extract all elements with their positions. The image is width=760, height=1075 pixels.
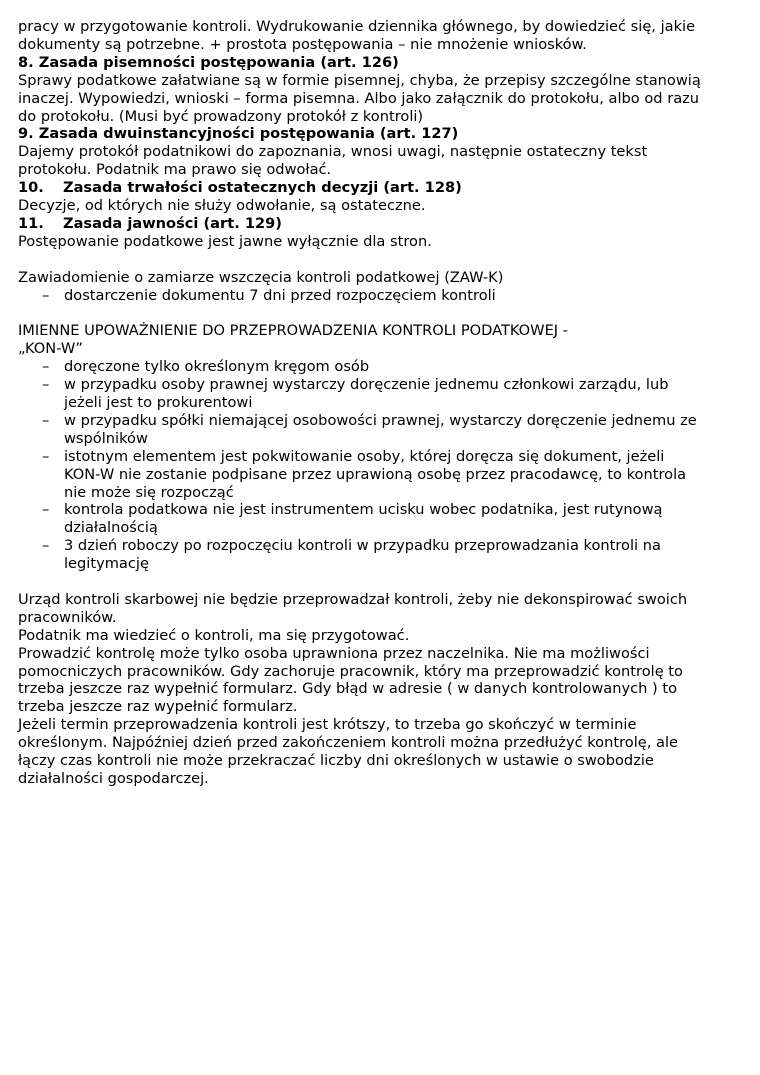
text-line: do protokołu. (Musi być prowadzony protokół z kontroli) [18,107,424,125]
list-item-line: jeżeli jest to prokurentowi [64,394,253,411]
list-item [18,376,742,412]
section-10-body [18,197,742,215]
text-line: Postępowanie podatkowe jest jawne wyłącznie dla stron. [18,232,432,250]
text-line: Sprawy podatkowe załatwiane są w formie pisemnej, chyba, że przepisy szczególne stanowią [18,71,701,89]
list-item-line: w przypadku osoby prawnej wystarczy doręczenie jednemu członkowi zarządu, lub [64,376,669,394]
list-item-line: legitymację [64,555,149,573]
intro-paragraph [18,18,742,54]
section-10-number: 10. [18,179,44,197]
list-item [18,412,742,448]
document-page [18,18,742,788]
text-line: Urząd kontroli skarbowej nie będzie przeprowadzał kontroli, żeby nie dekonspirować swoich [18,590,688,608]
list-item-line: wspólników [64,429,148,447]
text-line: Dajemy protokół podatnikowi do zapoznania, wnosi uwagi, następnie ostateczny tekst [18,143,648,161]
section-8-heading: 8. Zasada pisemności postępowania (art. 126) [18,53,399,71]
dash-bullet-icon: – [42,376,50,394]
list-item-line: KON-W nie zostanie podpisane przez uprawioną osobę przez pracodawcę, to kontrola [64,465,687,483]
konw-title-line: IMIENNE UPOWAŻNIENIE DO PRZEPROWADZENIA KONTROLI PODATKOWEJ - [18,322,569,340]
text-line: Jeżeli termin przeprowadzenia kontroli jest krótszy, to trzeba go skończyć w terminie [18,716,637,734]
dash-bullet-icon: – [42,286,50,304]
blank-line [18,251,742,269]
list-item-line: kontrola podatkowa nie jest instrumentem ucisku wobec podatnika, jest rutynową [64,501,663,519]
text-line: Prowadzić kontrolę może tylko osoba uprawniona przez naczelnika. Nie ma możliwości [18,644,650,662]
dash-bullet-icon: – [42,447,50,465]
section-8-body [18,72,742,126]
list-item-line: działalnością [64,519,158,537]
dash-bullet-icon: – [42,411,50,429]
section-11-body [18,233,742,251]
text-line: działalności gospodarczej. [18,770,209,788]
list-item [18,537,742,573]
text-line: dokumenty są potrzebne. + prostota postępowania – nie mnożenie wniosków. [18,35,587,53]
list-item-line: dostarczenie dokumentu 7 dni przed rozpoczęciem kontroli [64,286,496,304]
blank-line [18,304,742,322]
section-10-heading [18,179,742,197]
zawk-title: Zawiadomienie o zamiarze wszczęcia kontroli podatkowej (ZAW-K) [18,268,504,286]
text-line: Decyzje, od których nie służy odwołanie, są ostateczne. [18,197,426,215]
blank-line [18,573,742,591]
section-11-title: Zasada jawności (art. 129) [63,214,282,232]
text-line: pracowników. [18,608,117,626]
text-line: pracy w przygotowanie kontroli. Wydrukowanie dziennika głównego, by dowiedzieć się, jakie [18,18,696,35]
section-11-heading [18,215,742,233]
text-line: określonym. Najpóźniej dzień przed zakończeniem kontroli można przedłużyć kontrolę, ale [18,734,678,752]
dash-bullet-icon: – [42,501,50,519]
closing-paragraphs [18,591,742,788]
text-line: trzeba jeszcze raz wypełnić formularz. Gdy błąd w adresie ( w danych kontrolowanych ) to [18,680,677,698]
list-item-line: nie może się rozpocząć [64,483,234,501]
list-item-line: w przypadku spółki niemającej osobowości prawnej, wystarczy doręczenie jednemu ze [64,411,697,429]
section-11-number: 11. [18,214,44,232]
text-line: łączy czas kontroli nie może przekraczać liczby dni określonych w ustawie o swobodzie [18,752,654,770]
text-line: trzeba jeszcze raz wypełnić formularz. [18,698,298,716]
list-item-line: istotnym elementem jest pokwitowanie osoby, której doręcza się dokument, jeżeli [64,447,665,465]
zawk-list [18,287,742,305]
dash-bullet-icon: – [42,358,50,376]
konw-title-line: „KON-W” [18,340,83,358]
dash-bullet-icon: – [42,537,50,555]
list-item-line: doręczone tylko określonym kręgom osób [64,358,370,376]
list-item [18,287,742,305]
text-line: inaczej. Wypowiedzi, wnioski – forma pisemna. Albo jako załącznik do protokołu, albo od razu [18,89,700,107]
list-item [18,448,742,502]
list-item-line: 3 dzień roboczy po rozpoczęciu kontroli w przypadku przeprowadzania kontroli na [64,537,661,555]
section-10-title: Zasada trwałości ostatecznych decyzji (art. 128) [63,179,462,197]
text-line: Podatnik ma wiedzieć o kontroli, ma się przygotować. [18,626,410,644]
list-item [18,501,742,537]
section-9-heading: 9. Zasada dwuinstancyjności postępowania (art. 127) [18,125,459,143]
list-item [18,358,742,376]
section-9-body [18,143,742,179]
text-line: pomocniczych pracowników. Gdy zachoruje pracownik, który ma przeprowadzić kontrolę to [18,662,683,680]
text-line: protokołu. Podatnik ma prawo się odwołać. [18,161,332,179]
konw-list [18,358,742,573]
